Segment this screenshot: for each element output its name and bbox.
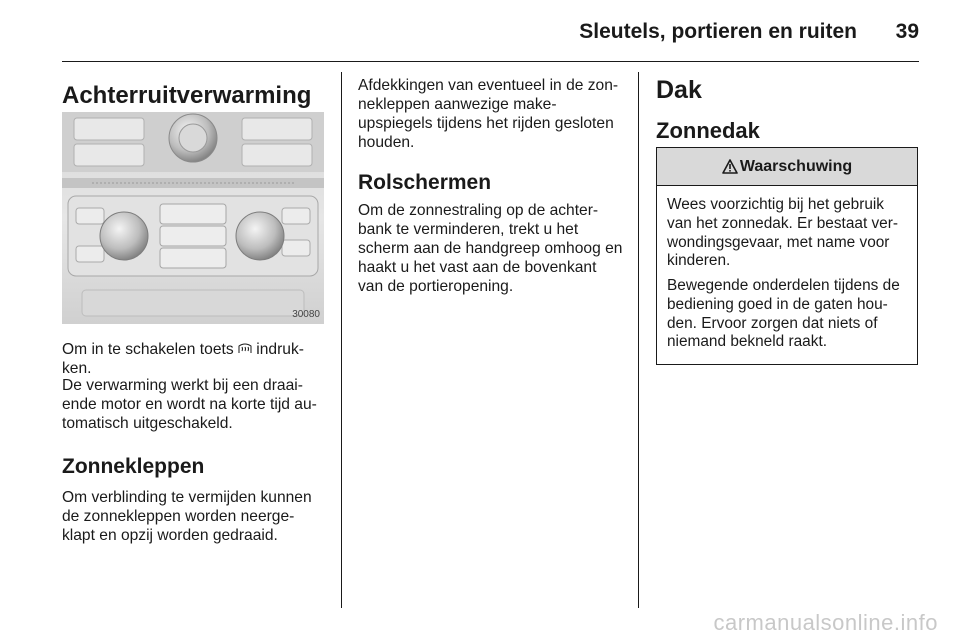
warning-body [657,186,917,364]
warning-box [656,147,918,365]
chapter-title: Sleutels, portieren en ruiten [579,20,857,43]
paragraph-zonnekleppen: Om verblinding te vermijden kunnen de zonnekleppen worden neerge-klapt en opzij worden gedraaid. [62,489,312,545]
rear-window-heating-icon [238,342,252,355]
paragraph-rolschermen: Om de zonnestraling op de achter-bank te verminderen, trekt u het scherm aan de handgreep omhoog en haakt u het vast aan de bovenkant van de portieropening. [358,202,623,296]
image-code: 30080 [292,309,320,320]
watermark: carmanualsonline.info [713,610,938,635]
warning-paragraph-1: Wees voorzichtig bij het gebruik van het zonnedak. Er bestaat ver-wondingsgevaar, met name voor kinderen. [667,196,898,270]
page-header [62,20,919,62]
column-divider-left [341,72,342,608]
warning-triangle-icon [722,159,738,174]
warning-paragraph-2: Bewegende onderdelen tijdens de bediening goed in de gaten hou-den. Ervoor zorgen dat niets of niemand bekneld raakt. [667,277,900,351]
warning-title: Waarschuwing [739,157,853,175]
heading-zonnedak: Zonnedak [656,118,760,143]
warning-header [657,148,917,186]
page-number: 39 [895,20,919,43]
paragraph-heating-info: De verwarming werkt bij een draai-ende motor en wordt na korte tijd au-tomatisch uitgeschakeld. [62,377,317,433]
heading-achterruitverwarming: Achterruitverwarming [62,82,312,109]
paragraph-switch-on: Om in te schakelen toets indruk-ken. [62,341,304,378]
climate-control-photo [62,112,324,324]
column-divider-right [638,72,639,608]
heading-dak: Dak [656,76,702,104]
paragraph-make-up-mirrors: Afdekkingen van eventueel in de zon-nekleppen aanwezige make-upspiegels tijdens het rijden gesloten houden. [358,77,619,152]
heading-zonnekleppen: Zonnekleppen [62,455,205,478]
heading-rolschermen: Rolschermen [358,171,492,194]
